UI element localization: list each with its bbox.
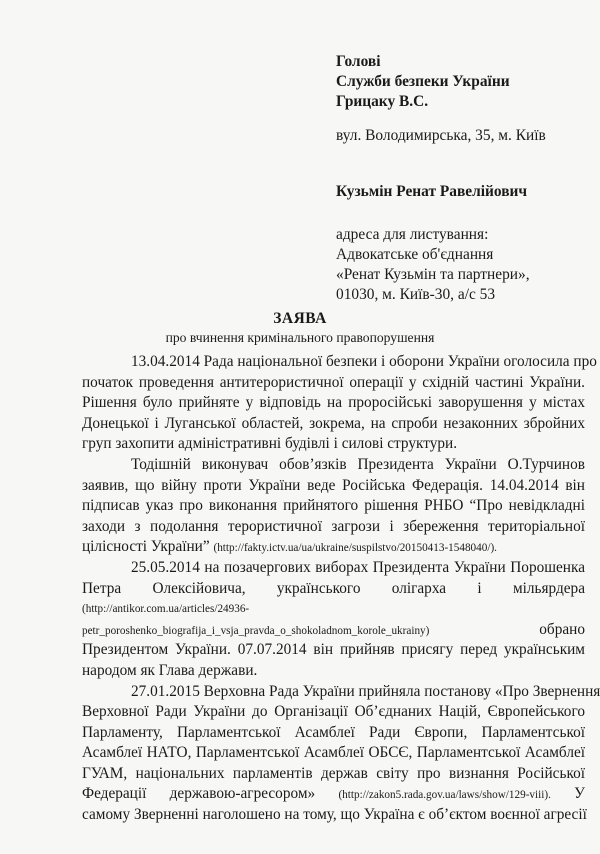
body-text: цілісності України”: [82, 538, 210, 556]
source-link[interactable]: (http://zakon5.rada.gov.ua/laws/show/129-viii).: [338, 789, 551, 802]
body-line: 27.01.2015 Верховна Рада України прийняла постанову «Про Звернення: [131, 682, 600, 700]
body-line: груп захопити адміністративні будівлі і силові структури.: [82, 435, 458, 453]
recipient-line: Грицаку В.С.: [336, 93, 429, 110]
body-line: підписав указ про виконання прийнятого рішення РНБО “Про невідкладні: [82, 497, 585, 515]
mail-label: адреса для листування:: [336, 226, 489, 243]
source-link[interactable]: petr_poroshenko_biografija_i_vsja_pravda_o_shokoladnom_korole_ukrainy): [82, 624, 430, 637]
body-line: [82, 537, 585, 558]
body-line: Парламенту, Парламентської Асамблеї Ради Європи, Парламентської: [82, 723, 585, 741]
body-line: початок проведення антитерористичної операції у східній частині України.: [82, 373, 585, 391]
body-line: Донецької і Луганської областей, зокрема, на спроби незаконних збройних: [82, 414, 585, 432]
document-title: ЗАЯВА: [273, 310, 327, 327]
body-line: народом як Глава держави.: [82, 661, 258, 679]
body-text: У: [574, 785, 585, 803]
body-line: [82, 784, 585, 805]
document-subtitle: про вчинення кримінального правопорушення: [165, 330, 435, 345]
sender-address-block: [336, 225, 530, 305]
body-line: заходи з подолання терористичної загрози і збереження територіальної: [82, 517, 585, 535]
body-line: заявив, що війну проти України веде Російська Федерація. 14.04.2014 він: [82, 476, 585, 494]
body-line: Тодішній виконувач обов’язків Президента України О.Турчинов: [131, 455, 585, 473]
source-link[interactable]: (http://antikor.com.ua/articles/24936-: [82, 603, 250, 616]
body-line: Асамблеї НАТО, Парламентської Асамблеї ОБСЄ, Парламентської Асамблеї: [82, 744, 585, 762]
org-line: «Ренат Кузьмін та партнери»,: [336, 266, 530, 283]
recipient-line: Голові: [336, 53, 381, 70]
recipient-line: Служби безпеки України: [336, 73, 510, 90]
body-text: Федерації державою-агресором»: [82, 785, 316, 803]
body-line: Верховної Ради України до Організації Об’єднаних Націй, Європейського: [82, 703, 585, 721]
sender-name: Кузьмін Ренат Равелійович: [336, 183, 528, 200]
body-line: Президентом України. 07.07.2014 він прийняв присягу перед українським: [82, 641, 585, 659]
body-line: ГУАМ, національних парламентів держав світу про визнання Російської: [82, 764, 585, 782]
body-line: Петра Олексійовича, українського олігарха і мільярдера: [82, 579, 585, 597]
postal-line: 01030, м. Київ-30, а/с 53: [336, 286, 496, 303]
source-link[interactable]: (http://fakty.ictv.ua/ua/ukraine/suspilstvo/20150413-1548040/).: [213, 542, 497, 555]
body-text: обрано: [539, 620, 585, 638]
recipient-address: вул. Володимирська, 35, м. Київ: [336, 127, 546, 144]
body-line: 13.04.2014 Рада національної безпеки і оборони України оголосила про: [131, 353, 597, 370]
body-line: [82, 620, 585, 641]
org-line: Адвокатське об'єднання: [336, 246, 494, 263]
body-line: Рішення було прийняте у відповідь на проросійські заворушення у містах: [82, 394, 585, 412]
recipient-block: [336, 52, 510, 112]
body-line: 25.05.2014 на позачергових виборах Президента України Порошенка: [131, 558, 585, 576]
body-line: самому Зверненні наголошено на тому, що Україна є об’єктом воєнної агресії: [82, 806, 587, 824]
document-body: [82, 352, 600, 826]
